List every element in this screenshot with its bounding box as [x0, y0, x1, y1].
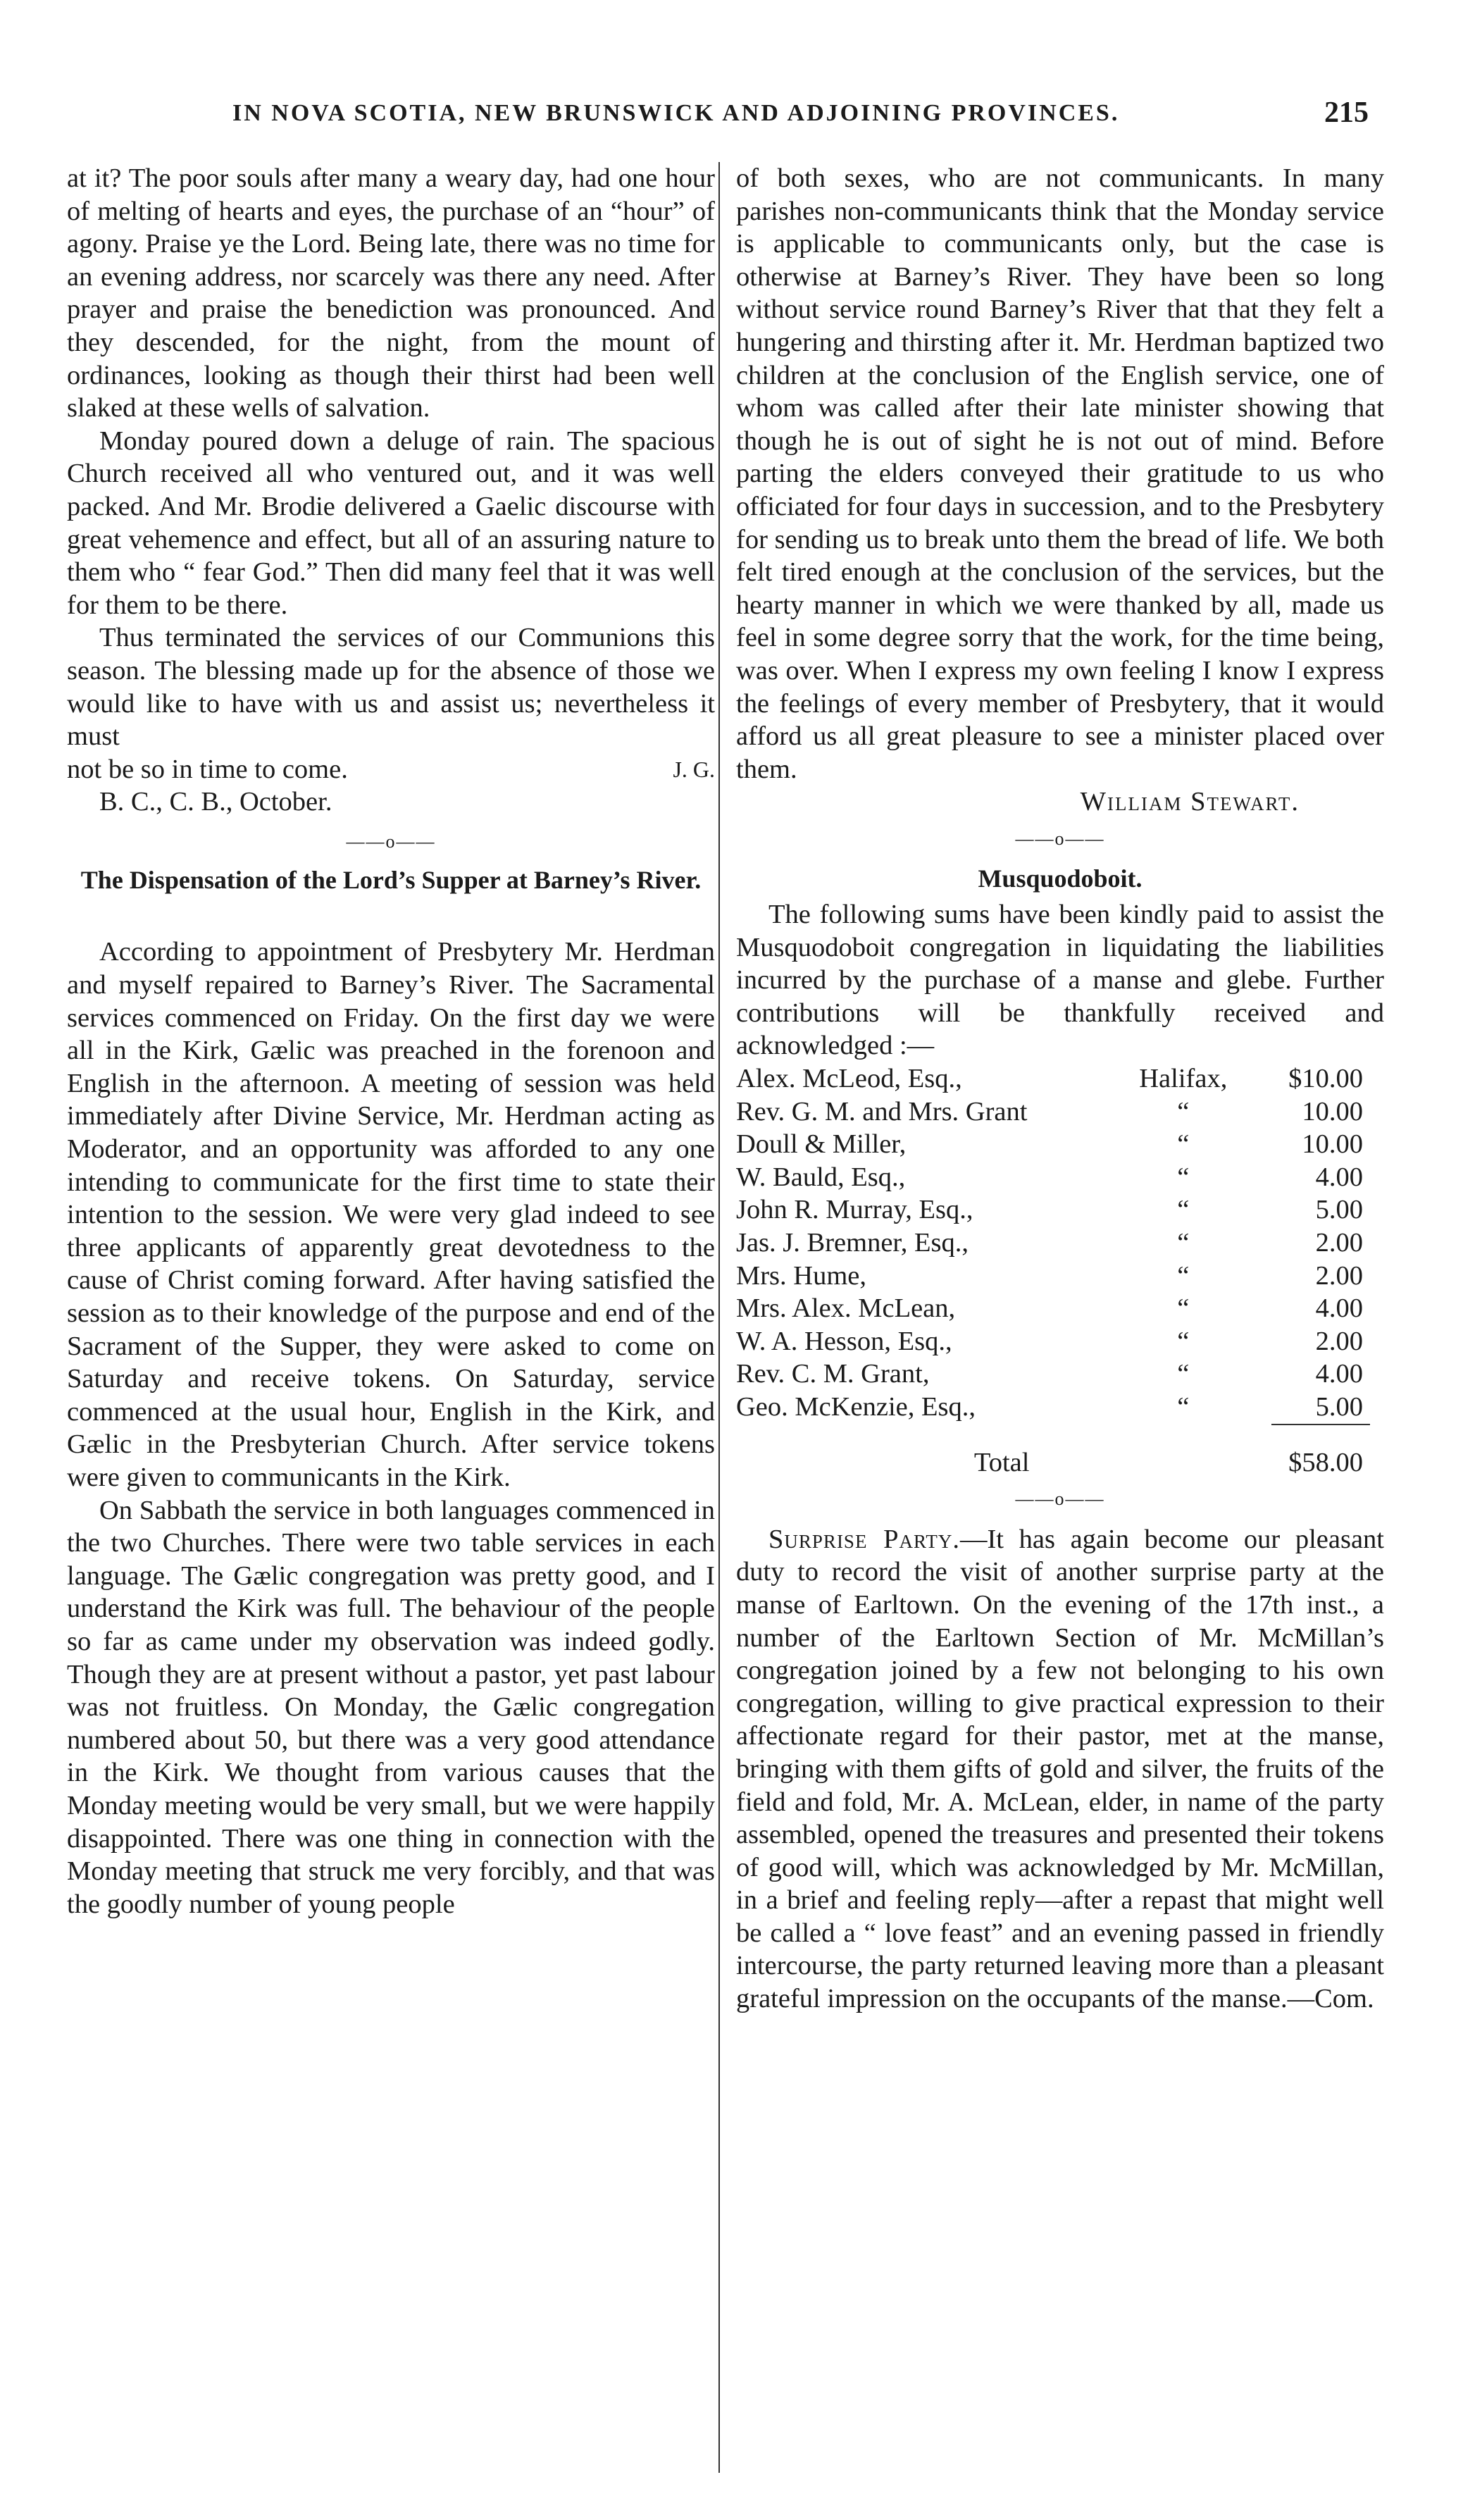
running-head: IN NOVA SCOTIA, NEW BRUNSWICK AND ADJOINING PROVINCES.	[232, 100, 1120, 126]
paragraph-end: not be so in time to come.	[67, 754, 348, 784]
page-header	[0, 92, 1463, 148]
donor-amount: 4.00	[1315, 1293, 1363, 1324]
donor-place: “	[1177, 1359, 1190, 1389]
donor-name: Doull & Miller,	[736, 1129, 907, 1160]
table-row	[736, 1128, 1384, 1161]
donor-amount: 2.00	[1315, 1326, 1363, 1356]
donor-amount: 2.00	[1315, 1260, 1363, 1291]
donor-place: “	[1177, 1096, 1190, 1126]
section-divider: ——o——	[1015, 828, 1105, 849]
donor-place: “	[1177, 1129, 1190, 1160]
donor-place: “	[1177, 1293, 1190, 1324]
donor-name: Mrs. Hume,	[736, 1260, 866, 1291]
donor-name: Rev. G. M. and Mrs. Grant	[736, 1096, 1028, 1126]
table-row	[736, 1227, 1384, 1260]
signature: William Stewart.	[1080, 787, 1300, 817]
donor-place: Halifax,	[1139, 1064, 1228, 1094]
total-label: Total	[973, 1447, 1030, 1477]
table-row	[736, 1193, 1384, 1227]
paragraph	[736, 1523, 1384, 2016]
donor-place: “	[1177, 1391, 1190, 1422]
donor-place: “	[1177, 1162, 1190, 1192]
donor-place: “	[1177, 1195, 1190, 1225]
right-column	[736, 162, 1384, 2016]
total-row	[736, 1425, 1384, 1479]
table-row	[736, 1358, 1384, 1391]
table-row	[736, 1260, 1384, 1293]
section-divider: ——o——	[346, 831, 436, 852]
paragraph: Monday poured down a deluge of rain. The spacious Church received all who ventured out, and it was well packed. And Mr. Brodie delivered a Gaelic discourse with great vehemence and effect, but all of an assuring nature to them who “ fear God.” Then did many feel that it was well for them to be there.	[67, 426, 715, 620]
article-title: The Dispensation of the Lord’s Supper at Barney’s River.	[80, 866, 702, 895]
donor-name: Mrs. Alex. McLean,	[736, 1293, 956, 1324]
donor-amount: $10.00	[1288, 1064, 1363, 1094]
donor-name: Jas. J. Bremner, Esq.,	[736, 1228, 969, 1258]
table-row	[736, 1391, 1384, 1424]
section-title: Musquodoboit.	[978, 864, 1143, 893]
author-initials: J. G.	[673, 756, 715, 782]
table-row	[736, 1062, 1384, 1095]
table-row	[736, 1161, 1384, 1194]
donor-place: “	[1177, 1326, 1190, 1356]
donor-name: Alex. McLeod, Esq.,	[736, 1064, 962, 1094]
paragraph: On Sabbath the service in both languages commenced in the two Churches. There were two table services in each language. The Gælic congregation was pretty good, and I understand the Kirk was full. The behaviour of the people so far as came under my observation was indeed godly. Though they are at present without a pastor, yet past labour was not fruitless. On Monday, the Gælic congregation numbered about 50, but there was a very good attendance in the Kirk. We thought from various causes that the Monday meeting would be very small, but we were happily disappointed. There was one thing in connection with the Monday meeting that struck me very forcibly, and that was the goodly number of young people	[67, 1495, 715, 1919]
paragraph: Thus terminated the services of our Communions this season. The blessing made up for the absence of those we would like to have with us and assist us; nevertheless it must	[67, 623, 715, 752]
donor-amount: 10.00	[1302, 1129, 1363, 1160]
paragraph: According to appointment of Presbytery Mr. Herdman and myself repaired to Barney’s River. The Sacramental services commenced on Friday. On the first day we were all in the Kirk, Gælic was preached in the forenoon and English in the afternoon. A meeting of session was held immediately after Divine Service, Mr. Herdman acting as Moderator, and an opportunity was afforded to any one intending to communicate for the first time to state their intention to the session. We were very glad indeed to see three applicants of apparently great devotedness to the cause of Christ coming forward. After having satisfied the session as to their knowledge of the purpose and end of the Sacrament of the Supper, they were asked to come on Saturday and receive tokens. On Saturday, service commenced at the usual hour, English in the Kirk, and Gælic in the Presbyterian Church. After service tokens were given to communicants in the Kirk.	[67, 937, 715, 1492]
donor-table	[736, 1062, 1384, 1479]
donor-name: Rev. C. M. Grant,	[736, 1359, 930, 1389]
donor-amount: 5.00	[1315, 1195, 1363, 1225]
paragraph: of both sexes, who are not communicants. In many parishes non-communicants think that the Monday service is applicable to communicants only, but the case is otherwise at Barney’s River. They have been so long without service round Barney’s River that that they felt a hungering and thirsting after it. Mr. Herdman baptized two children at the conclusion of the English service, one of whom was called after their late minister showing that though he is out of sight he is not out of mind. Before parting the elders conveyed their gratitude to us who officiated for four days in succession, and to the Presbytery for sending us to break unto them the bread of life. We both felt tired enough at the conclusion of the services, but the hearty manner in which we were thanked by all, made us feel in some degree sorry that the work, for the time being, was over. When I express my own feeling I know I express the feelings of every member of Presbytery, that it would afford us all great pleasure to see a minister placed over them.	[736, 163, 1384, 784]
donor-name: John R. Murray, Esq.,	[736, 1195, 973, 1225]
column-rule	[718, 162, 720, 2473]
donor-amount: 2.00	[1315, 1228, 1363, 1258]
section-divider: ——o——	[1015, 1489, 1105, 1510]
donor-name: W. Bauld, Esq.,	[736, 1162, 906, 1192]
donor-name: Geo. McKenzie, Esq.,	[736, 1391, 976, 1422]
donor-amount: 10.00	[1302, 1096, 1363, 1126]
donor-place: “	[1177, 1260, 1190, 1291]
table-row	[736, 1292, 1384, 1325]
signoff-line	[67, 753, 715, 786]
donor-amount: 5.00	[1315, 1391, 1363, 1422]
donor-amount: 4.00	[1315, 1162, 1363, 1192]
page-number: 215	[1324, 97, 1369, 129]
donor-place: “	[1177, 1228, 1190, 1258]
paragraph-text: —It has again become our pleasant duty to record the visit of another surprise party at the manse of Earltown. On the evening of the 17th inst., a number of the Earltown Section of Mr. McMillan’s congregation joined by a few not belonging to his own congregation, willing to give practical expression to their affectionate regard for their pastor, met at the manse, bringing with them gifts of gold and silver, the fruits of the field and fold, Mr. A. McLean, elder, in name of the party assembled, opened the treasures and presented their tokens of good will, which was acknowledged by Mr. McMillan, in a brief and feeling reply—after a repast that might well be called a “ love feast” and an evening passed in friendly intercourse, the party returned leaving more than a pleasant grateful impression on the occupants of the manse.—Com.	[736, 1524, 1384, 2014]
paragraph: The following sums have been kindly paid to assist the Musquodoboit congregation in liquidating the liabilities incurred by the purchase of a manse and glebe. Further contributions will be thankfully received and acknowledged :—	[736, 900, 1384, 1061]
donor-name: W. A. Hesson, Esq.,	[736, 1326, 952, 1356]
total-amount: $58.00	[1288, 1447, 1363, 1477]
table-row	[736, 1095, 1384, 1129]
dateline: B. C., C. B., October.	[99, 787, 332, 817]
table-row	[736, 1325, 1384, 1358]
run-in-head: Surprise Party.	[768, 1524, 960, 1554]
donor-amount: 4.00	[1315, 1359, 1363, 1389]
paragraph: at it? The poor souls after many a weary day, had one hour of melting of hearts and eyes, the purchase of an “hour” of agony. Praise ye the Lord. Being late, there was no time for an evening address, nor scarcely was there any need. After prayer and praise the benediction was pronounced. And they descended, for the night, from the mount of ordinances, looking as though their thirst had been well slaked at these wells of salvation.	[67, 163, 715, 423]
left-column	[67, 162, 715, 1920]
